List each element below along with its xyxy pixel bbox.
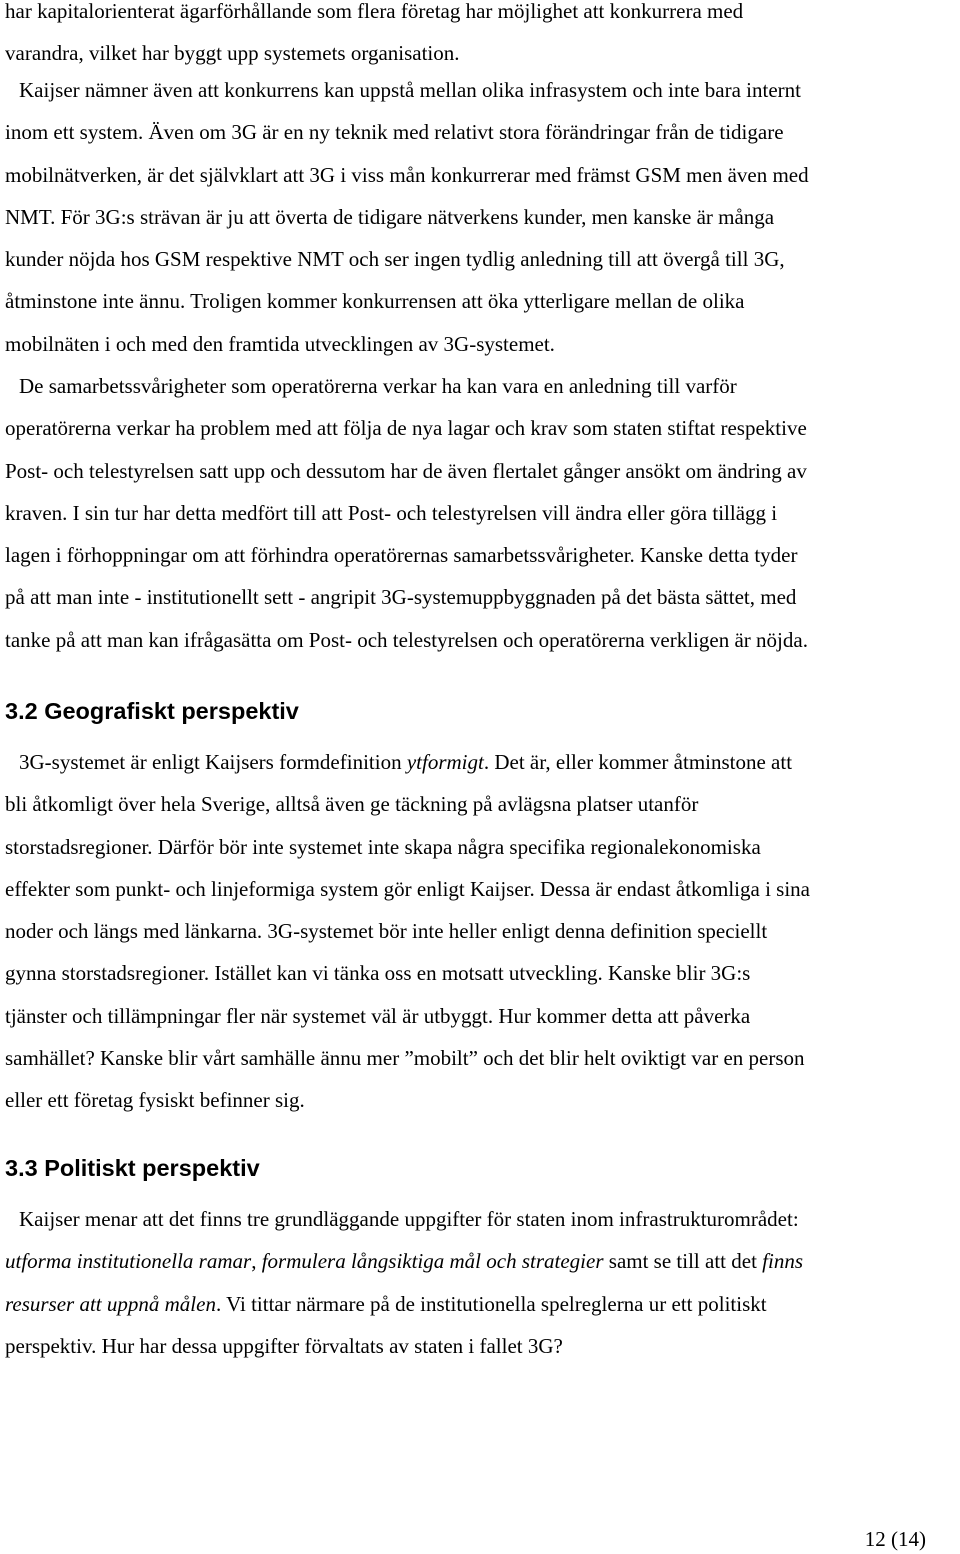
italic-text: utforma institutionella ramar [5,1249,252,1274]
text-line [5,323,957,365]
italic-text: formulera långsiktiga mål och strategier [261,1249,604,1274]
text-line [5,238,957,280]
text-segment: bli åtkomligt över hela Sverige, alltså även ge täckning på avlägsna platser utanför [5,792,699,817]
text-line [5,196,957,238]
text-segment: kunder nöjda hos GSM respektive NMT och ser ingen tydlig anledning till att övergå till 3G, [5,247,785,272]
text-segment: eller ett företag fysiskt befinner sig. [5,1088,305,1113]
text-segment: Kaijser nämner även att konkurrens kan uppstå mellan olika infrasystem och inte bara internt [19,78,801,102]
text-segment: tanke på att man kan ifrågasätta om Post- och telestyrelsen och operatörerna verkligen är nöjda. [5,627,808,652]
text-line [5,280,957,322]
text-line [5,1240,957,1282]
text-segment: 3G-systemet är enligt Kaijsers formdefinition [19,750,407,774]
text-segment: samt se till att det [603,1249,763,1274]
text-segment: samhället? Kanske blir vårt samhälle ännu mer ”mobilt” och det blir helt oviktigt var en person [5,1046,805,1071]
text-line [5,534,957,576]
text-segment: har kapitalorienterat ägarförhållande som flera företag har möjlighet att konkurrera med [5,0,744,23]
text-segment: . Vi tittar närmare på de institutionella spelreglerna ur ett politiskt [215,1291,767,1316]
text-segment: åtminstone inte ännu. Troligen kommer konkurrensen att öka ytterligare mellan de olika [5,289,745,314]
text-segment: mobilnäten i och med den framtida utvecklingen av 3G-systemet. [5,331,555,356]
text-line [5,365,957,407]
text-line [5,995,957,1037]
text-line [5,741,957,783]
text-line [5,450,957,492]
section-heading-political: 3.3 Politiskt perspektiv [5,1155,260,1181]
text-line [5,1037,957,1079]
text-line [5,1325,957,1367]
paragraph-political [5,1198,957,1367]
text-line [5,619,957,661]
paragraph-intro-continued [5,0,957,75]
text-line [5,1283,957,1325]
text-line [5,0,957,32]
text-line [5,783,957,825]
text-segment: . Det är, eller kommer åtminstone att [483,750,793,774]
text-segment: noder och längs med länkarna. 3G-systemet bör inte heller enligt denna definition speciellt [5,919,768,944]
text-line [5,952,957,994]
text-segment: lagen i förhoppningar om att förhindra operatörernas samarbetssvårigheter. Kanske detta tyder [5,543,798,568]
text-line [5,407,957,449]
text-segment: effekter som punkt- och linjeformiga system gör enligt Kaijser. Dessa är endast åtkomliga i sina [5,876,810,901]
text-line [5,910,957,952]
text-line [5,492,957,534]
text-segment: tjänster och tillämpningar fler när systemet väl är utbyggt. Hur kommer detta att påverka [5,1003,751,1028]
paragraph-geographic [5,741,957,1122]
paragraph-cooperation [5,365,957,661]
text-segment: gynna storstadsregioner. Istället kan vi tänka oss en motsatt utveckling. Kanske blir 3G:s [5,961,751,986]
italic-text: ytformigt [406,750,484,774]
text-segment: perspektiv. Hur har dessa uppgifter förvaltats av staten i fallet 3G? [5,1333,563,1358]
text-segment: , [251,1249,262,1274]
section-heading-geographic: 3.2 Geografiskt perspektiv [5,698,299,724]
text-segment: på att man inte - institutionellt sett - angripit 3G-systemuppbyggnaden på det bästa sättet, med [5,585,797,610]
text-segment: mobilnätverken, är det självklart att 3G i viss mån konkurrerar med främst GSM men även med [5,162,809,187]
text-segment: varandra, vilket har byggt upp systemets organisation. [5,41,460,66]
page-number: 12 (14) [864,1527,926,1551]
text-segment: inom ett system. Även om 3G är en ny teknik med relativt stora förändringar från de tidigare [5,120,784,145]
text-line [5,576,957,618]
paragraph-competition [5,69,957,365]
italic-text: resurser att uppnå målen [5,1291,216,1316]
text-line [5,868,957,910]
text-line [5,69,957,111]
text-segment: storstadsregioner. Därför bör inte systemet inte skapa några specifika regionalekonomiska [5,834,761,859]
italic-text: finns [762,1249,803,1274]
text-line [5,1198,957,1240]
text-line [5,1079,957,1121]
text-segment: Kaijser menar att det finns tre grundläggande uppgifter för staten inom infrastrukturområdet: [19,1207,799,1231]
text-segment: operatörerna verkar ha problem med att följa de nya lagar och krav som staten stiftat respektive [5,416,807,441]
text-segment: De samarbetssvårigheter som operatörerna verkar ha kan vara en anledning till varför [19,374,737,398]
text-line [5,826,957,868]
text-segment: Post- och telestyrelsen satt upp och dessutom har de även flertalet gånger ansökt om ändring av [5,458,807,483]
text-segment: NMT. För 3G:s strävan är ju att överta de tidigare nätverkens kunder, men kanske är många [5,204,775,229]
text-segment: kraven. I sin tur har detta medfört till att Post- och telestyrelsen vill ändra eller göra tillägg i [5,500,778,525]
text-line [5,154,957,196]
text-line [5,111,957,153]
